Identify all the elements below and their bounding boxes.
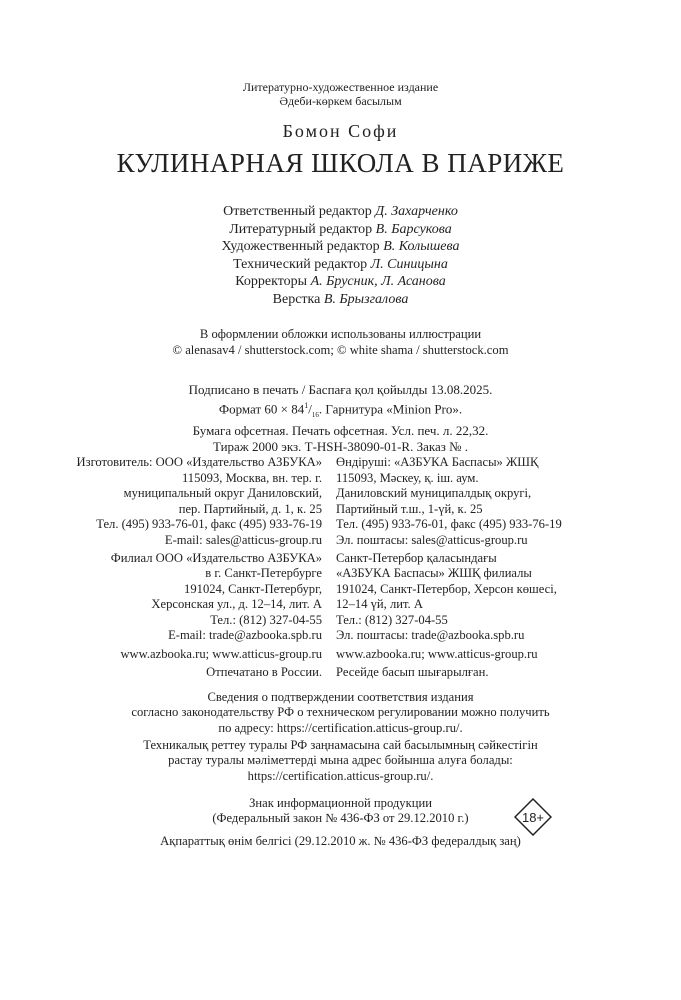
text-line: E-mail: trade@azbooka.spb.ru — [168, 628, 322, 642]
text-line: Партийный т.ш., 1-үй, к. 25 — [336, 501, 483, 516]
cover-credit-line: В оформлении обложки использованы иллюстрации — [199, 327, 482, 341]
text-line: Знак информационной продукции — [249, 796, 432, 810]
edition-type — [0, 80, 681, 108]
text-line: Изготовитель: ООО «Издательство АЗБУКА» — [76, 455, 322, 469]
cover-credit-line: © alenasav4 / shutterstock.com; © white shama / shutterstock.com — [172, 342, 509, 357]
credits-list — [0, 203, 681, 308]
text-line: Даниловский муниципалдық округі, — [336, 486, 532, 500]
text-line: Техникалық реттеу туралы РФ заңнамасына сай басылымның сәйкестігін — [143, 738, 538, 752]
credit-line: Литературный редактор В. Барсукова — [229, 221, 452, 237]
text-line: в г. Санкт-Петербурге — [205, 566, 322, 580]
text-line: Санкт-Петербор қаласындағы — [336, 550, 497, 565]
text-line: Сведения о подтверждении соответствия издания — [207, 690, 474, 704]
info-sign — [0, 796, 681, 849]
certification-kz — [0, 738, 681, 784]
text-line: пер. Партийный, д. 1, к. 25 — [178, 501, 322, 516]
websites: www.azbooka.ru; www.atticus-group.ru — [120, 646, 322, 661]
edition-type-ru: Литературно-художественное издание — [242, 80, 439, 94]
text-line: 115093, Москва, вн. тер. г. — [181, 470, 322, 485]
text-line: Эл. поштасы: trade@azbooka.spb.ru — [336, 628, 525, 642]
text-line: растау туралы мәліметтерді мына адрес бойынша алуға болады: — [168, 753, 513, 768]
age-rating-text: 18+ — [521, 810, 545, 825]
book-title: КУЛИНАРНАЯ ШКОЛА В ПАРИЖЕ — [116, 148, 565, 178]
text-line: Тел.: (812) 327-04-55 — [336, 612, 448, 627]
credit-line: Технический редактор Л. Синицына — [233, 256, 448, 272]
text-line: муниципальный округ Даниловский, — [123, 486, 322, 500]
text-line: согласно законодательству РФ о техническом регулировании можно получить — [131, 705, 550, 720]
text-line: Филиал ООО «Издательство АЗБУКА» — [110, 550, 322, 565]
text-line: Тел.: (812) 327-04-55 — [210, 612, 322, 627]
text-line: E-mail: sales@atticus-group.ru — [164, 532, 322, 547]
text-line: 191024, Санкт-Петербург, — [184, 581, 322, 596]
publisher-info-kz — [336, 455, 562, 681]
text-line: Ақпараттық өнім белгісі (29.12.2010 ж. № 436-ФЗ федералдық заң) — [160, 833, 521, 848]
text-line: (Федеральный закон № 436-ФЗ от 29.12.2010 г.) — [212, 811, 469, 826]
text-line: Тел. (495) 933-76-01, факс (495) 933-76-19 — [96, 517, 322, 531]
credit-line: Корректоры А. Брусник, Л. Асанова — [235, 274, 446, 289]
imprint-format: Формат $60 \times 84^1/_{16}$. Гарнитура «Minion Pro». — [218, 400, 463, 419]
age-rating-diamond-icon — [514, 798, 552, 836]
cover-credits — [0, 327, 681, 358]
websites: www.azbooka.ru; www.atticus-group.ru — [336, 646, 538, 661]
edition-type-kz: Әдеби-көркем басылым — [279, 94, 402, 108]
author-name: Бомон Софи — [282, 121, 399, 141]
imprint-paper: Бумага офсетная. Печать офсетная. Усл. печ. л. 22,32. — [192, 423, 489, 439]
text-line: https://certification.atticus-group.ru/. — [247, 768, 434, 783]
credit-line: Художественный редактор В. Колышева — [221, 239, 460, 254]
credit-line: Верстка В. Брызгалова — [272, 291, 409, 307]
text-line: Өндіруші: «АЗБУКА Баспасы» ЖШҚ — [336, 455, 539, 469]
text-line: Херсонская ул., д. 12–14, лит. А — [151, 597, 322, 611]
text-line: 191024, Санкт-Петербор, Херсон көшесі, — [336, 581, 557, 596]
text-line: Тел. (495) 933-76-01, факс (495) 933-76-19 — [336, 517, 562, 531]
text-line: по адресу: https://certification.atticus-group.ru/. — [218, 720, 463, 735]
text-line: Эл. поштасы: sales@atticus-group.ru — [336, 532, 528, 547]
text-line: 115093, Мәскеу, қ. іш. аум. — [336, 470, 479, 485]
imprint-print-run: Тираж 2000 экз. Т-HSH-38090-01-R. Заказ № . — [212, 439, 469, 455]
certification-ru — [0, 690, 681, 736]
publisher-info-ru — [77, 455, 323, 681]
credit-line: Ответственный редактор Д. Захарченко — [223, 204, 458, 219]
text-line: 12–14 үй, лит. А — [336, 597, 423, 611]
printed-in: Отпечатано в России. — [206, 665, 322, 679]
text-line: «АЗБУКА Баспасы» ЖШҚ филиалы — [336, 566, 532, 580]
imprint-signed: Подписано в печать / Баспаға қол қойылды 13.08.2025. — [188, 382, 493, 397]
imprint — [0, 382, 681, 455]
printed-in: Ресейде басып шығарылған. — [336, 665, 489, 679]
